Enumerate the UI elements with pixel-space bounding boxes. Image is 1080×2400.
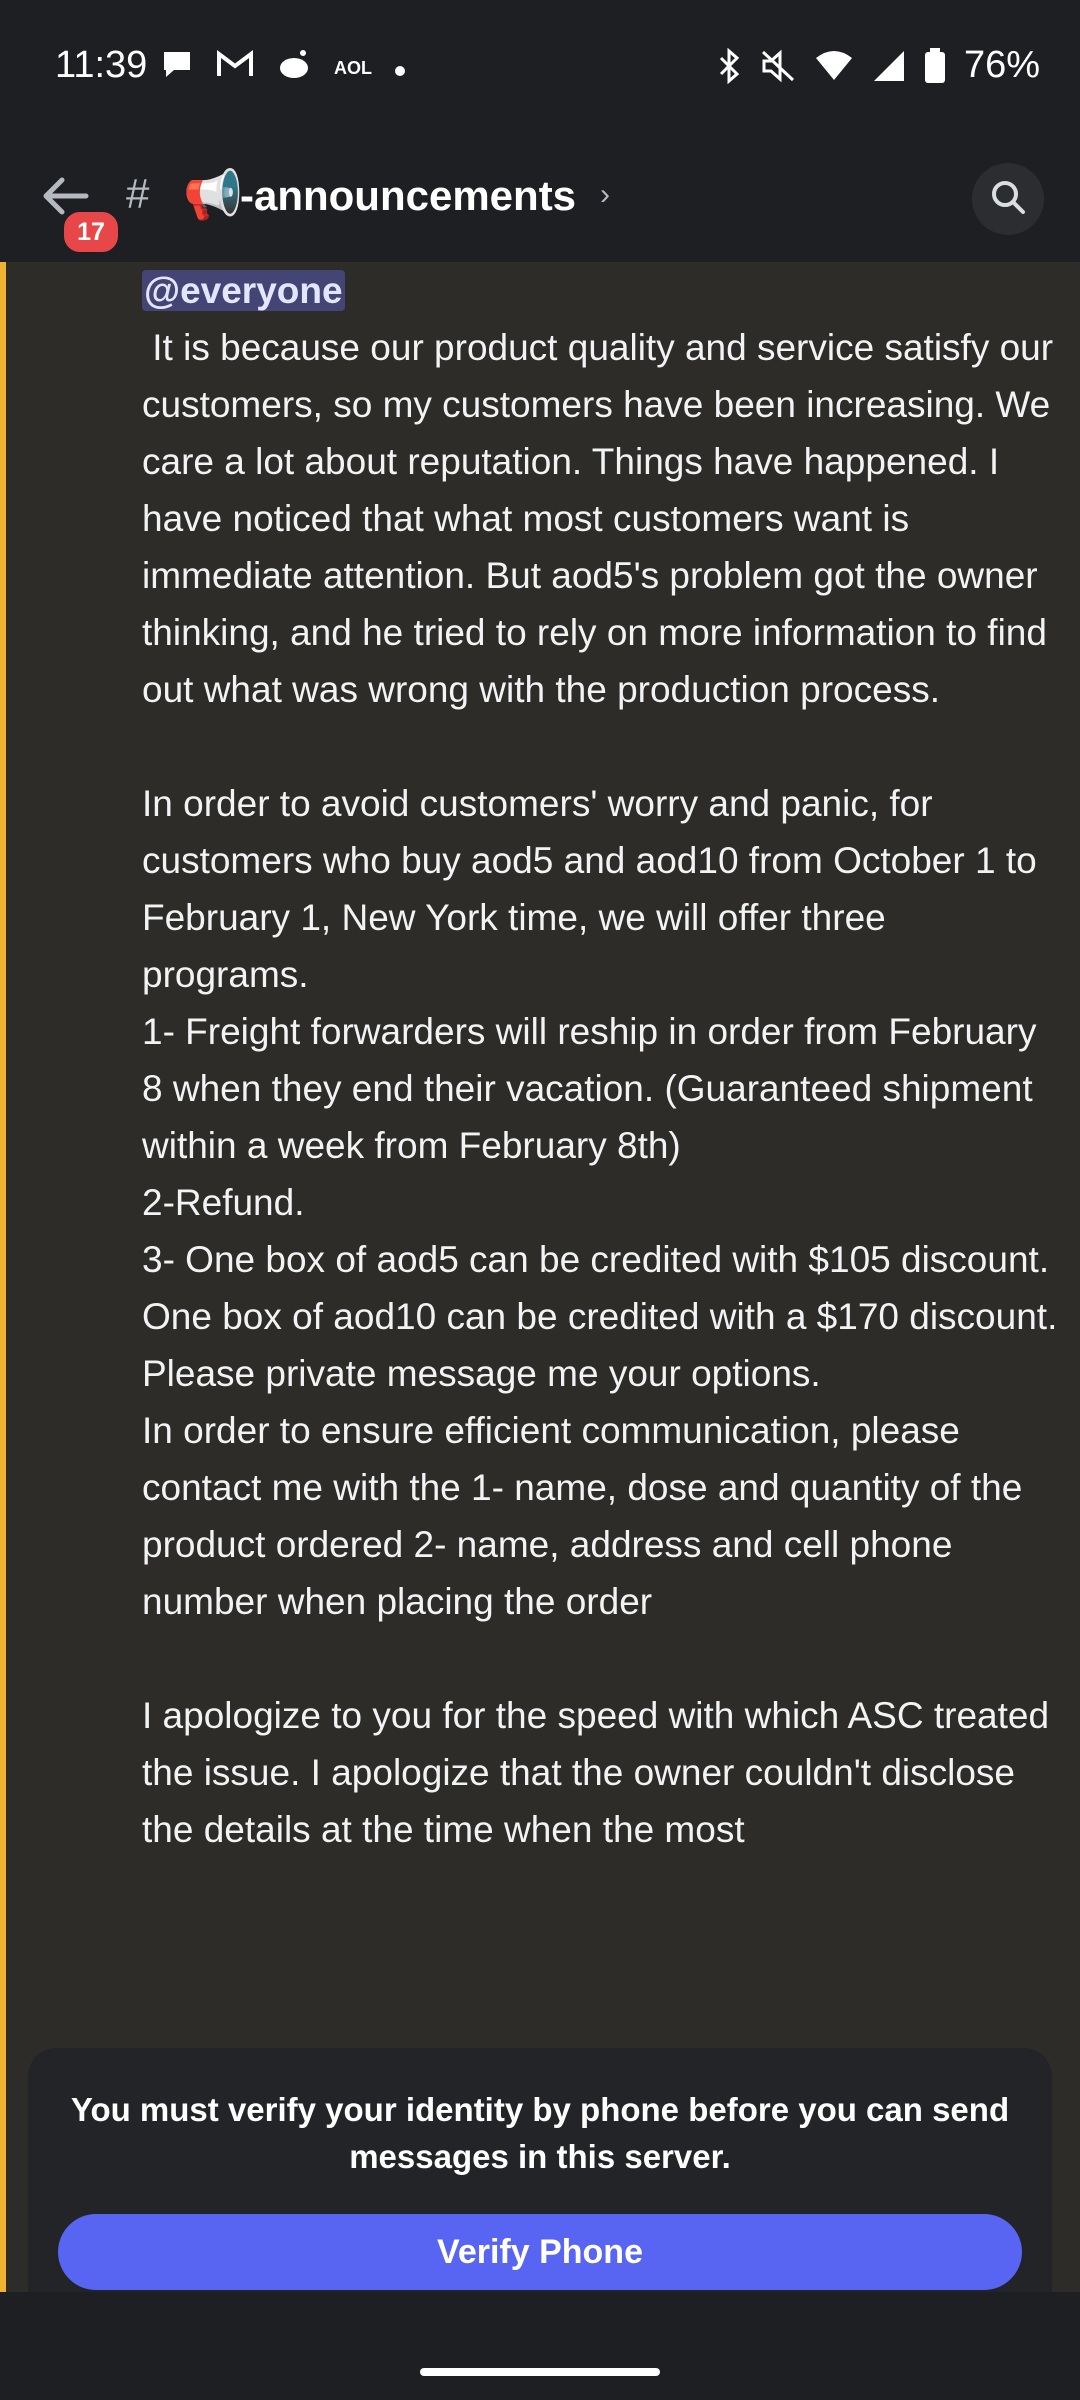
everyone-mention[interactable]: @everyone	[144, 270, 343, 311]
battery-percent: 76%	[963, 44, 1040, 86]
verify-phone-panel	[28, 2048, 1052, 2328]
channel-header	[0, 130, 1080, 262]
dot-icon	[394, 51, 406, 85]
message-text: It is because our product quality and service satisfy our customers, so my customers have been increasing. We care a lot about reputation. Things have happened. I have noticed that what most customers want is immediate attention. But aod5's problem got the owner thinking, and he tried to rely on more information to find out what was wrong with the production process. In order to avoid customers' worry and panic, for customers who buy aod5 and aod10 from October 1 to February 1, New York time, we will offer three programs. 1- Freight forwarders will reship in order from February 8 when they end their vacation. (Guaranteed shipment within a week from February 8th) 2-Refund. 3- One box of aod5 can be credited with $105 discount. One box of aod10 can be credited with a $170 discount. Please private message me your options. In order to ensure efficient communication, please contact me with the 1- name, dose and quantity of the product ordered 2- name, address and cell phone number when placing the order I apologize to you for the speed with which ASC treated the issue. I apologize that the owner couldn't disclose the details at the time when the most	[142, 327, 1058, 1850]
mention-highlight-bar	[0, 262, 6, 2292]
notification-icons	[160, 48, 406, 88]
reddit-icon	[276, 48, 312, 88]
unread-badge: 17	[60, 208, 122, 256]
hash-icon: #	[126, 170, 150, 217]
signal-icon	[872, 49, 906, 83]
search-icon	[988, 177, 1028, 222]
battery-icon	[924, 48, 946, 84]
gmail-icon	[216, 49, 254, 87]
home-indicator[interactable]	[420, 2368, 660, 2376]
search-button[interactable]	[972, 163, 1044, 235]
bluetooth-icon	[716, 48, 742, 84]
aol-icon: AOL	[334, 57, 372, 78]
megaphone-icon: 📢	[183, 169, 243, 222]
chat-bubble-icon	[160, 48, 194, 88]
message-content	[142, 262, 1062, 1858]
channel-title[interactable]: -announcements	[240, 172, 577, 219]
chevron-right-icon[interactable]: ›	[600, 178, 610, 211]
wifi-icon	[814, 50, 854, 82]
system-nav-bar	[0, 2292, 1080, 2400]
system-status-icons	[716, 44, 1040, 87]
message-list[interactable]	[0, 262, 1080, 2292]
verify-phone-button[interactable]: Verify Phone	[58, 2214, 1022, 2290]
mute-icon	[760, 49, 796, 83]
verify-notice: You must verify your identity by phone before you can send messages in this server.	[70, 2091, 1010, 2175]
status-bar	[0, 0, 1080, 130]
status-time: 11:39	[55, 44, 148, 86]
